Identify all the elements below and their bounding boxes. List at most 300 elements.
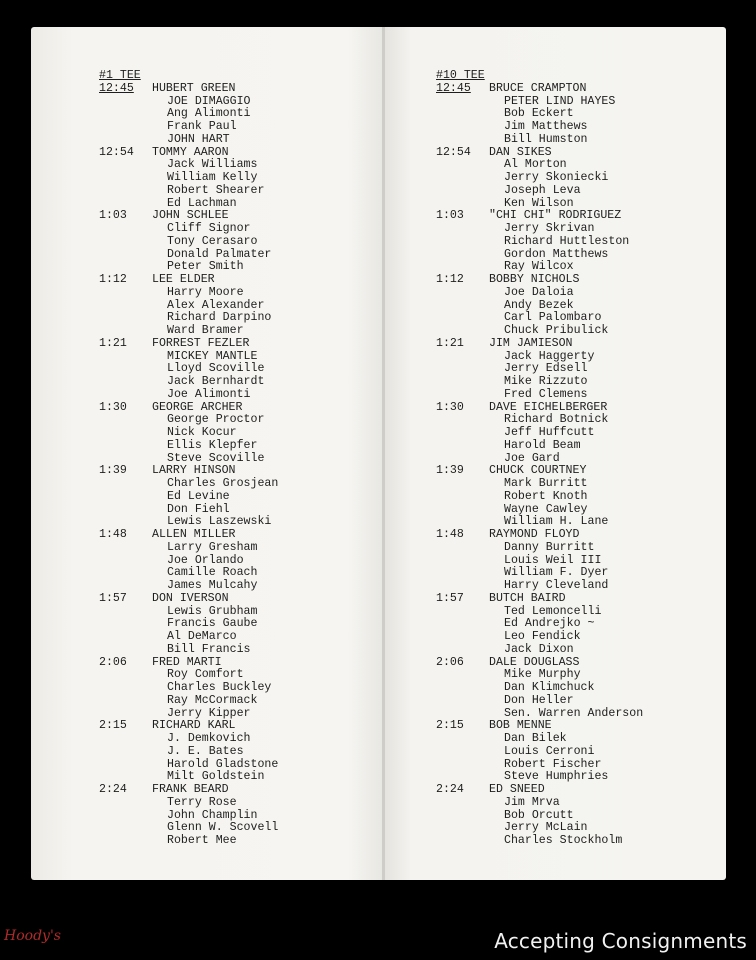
tee-time [436, 172, 489, 185]
player-name: Richard Botnick [504, 413, 609, 427]
pairing-row [436, 580, 643, 593]
tee-time [99, 835, 152, 848]
tee-time-group [436, 465, 643, 529]
tee-time [99, 172, 152, 185]
tee-time [99, 312, 152, 325]
tee-time-group [436, 784, 643, 848]
tee-time [436, 414, 489, 427]
player-name: PETER LIND HAYES [504, 94, 616, 108]
tee-time [436, 631, 489, 644]
pairing-row-lead [436, 274, 643, 287]
tee-time [99, 376, 152, 389]
player-name: Jeff Huffcutt [504, 426, 595, 439]
tee-time [99, 478, 152, 491]
player-name: Jack Williams [167, 158, 258, 172]
player-name: Jack Bernhardt [167, 375, 265, 388]
player-name: Mike Murphy [504, 668, 581, 682]
tee-time [99, 733, 152, 746]
player-name: Roy Comfort [167, 668, 244, 682]
tee-time [99, 236, 152, 249]
player-name: William Kelly [167, 171, 258, 184]
pairing-row [436, 440, 643, 453]
pairing-row [436, 427, 643, 440]
pairing-row-lead [99, 529, 278, 542]
player-name: Chuck Pribulick [504, 324, 609, 337]
player-name: Jim Matthews [504, 120, 588, 133]
pairing-row [99, 733, 278, 746]
pairing-row [99, 746, 278, 759]
player-name: Bill Humston [504, 132, 588, 146]
lead-player-name: FORREST FEZLER [152, 336, 250, 350]
pairing-row [99, 427, 278, 440]
tee-time [436, 440, 489, 453]
pairing-row [99, 185, 278, 198]
tee-time [99, 414, 152, 427]
pairing-row-lead [99, 83, 278, 96]
player-name: Louis Weil III [504, 553, 602, 567]
tee-time [99, 682, 152, 695]
tee-time [436, 121, 489, 134]
tee-time-group [436, 402, 643, 466]
player-name: Richard Darpino [167, 311, 272, 325]
lead-player-name: DON IVERSON [152, 591, 229, 605]
player-name: Milt Goldstein [167, 770, 265, 784]
player-name: Fred Clemens [504, 387, 588, 401]
tee-time: 2:15 [436, 719, 464, 733]
pairing-row [436, 835, 643, 848]
tee-time [99, 746, 152, 759]
lead-player-name: BRUCE CRAMPTON [489, 81, 587, 95]
tee-time: 12:45 [99, 81, 134, 95]
pairing-row [436, 376, 643, 389]
player-name: Dan Klimchuck [504, 681, 595, 694]
tee-time-group [436, 274, 643, 338]
pairing-row [99, 287, 278, 300]
tee-1-header: #1 TEE [99, 69, 141, 82]
tee-time [436, 236, 489, 249]
tee-time [436, 822, 489, 835]
player-name: Richard Huttleston [504, 234, 630, 248]
tee-time [436, 134, 489, 147]
player-name: Louis Cerroni [504, 744, 595, 758]
player-name: Ray Wilcox [504, 260, 574, 274]
tee-time [436, 606, 489, 619]
tee-time [436, 376, 489, 389]
player-name: Terry Rose [167, 795, 237, 809]
tee-1-column [99, 70, 278, 848]
player-name: Ward Bramer [167, 324, 244, 337]
lead-player-name: "CHI CHI" RODRIGUEZ [489, 209, 622, 223]
player-name: Al Morton [504, 158, 567, 172]
lead-player-name: ED SNEED [489, 783, 545, 796]
tee-time [436, 567, 489, 580]
pairing-row [436, 478, 643, 491]
tee-time [436, 300, 489, 313]
tee-time: 1:21 [436, 336, 464, 350]
player-name: Cliff Signor [167, 222, 251, 235]
tee-time [99, 555, 152, 568]
tee-time [99, 389, 152, 402]
tee-time [99, 300, 152, 313]
player-name: Peter Smith [167, 260, 244, 274]
player-name: Joe Orlando [167, 553, 244, 567]
pairing-row [99, 325, 278, 338]
tee-time [99, 631, 152, 644]
tee-time: 1:57 [99, 591, 127, 605]
tee-time: 2:06 [436, 655, 464, 669]
player-name: Charles Grosjean [167, 477, 279, 490]
tee-time [99, 810, 152, 823]
tee-time [436, 108, 489, 121]
player-name: Bob Orcutt [504, 808, 574, 822]
player-name: Jerry Skoniecki [504, 171, 609, 184]
tee-time [99, 363, 152, 376]
pairing-row [436, 644, 643, 657]
player-name: Carl Palombaro [504, 311, 602, 325]
player-name: Jack Haggerty [504, 349, 595, 363]
pairing-row [99, 491, 278, 504]
player-name: Joseph Leva [504, 183, 581, 197]
tee-time [436, 159, 489, 172]
pairing-row [99, 631, 278, 644]
tee-time [99, 223, 152, 236]
player-name: Harold Gladstone [167, 757, 279, 771]
lead-player-name: FRANK BEARD [152, 783, 229, 796]
tee-time [436, 389, 489, 402]
pairing-row-lead [436, 784, 643, 797]
tee-time [99, 504, 152, 517]
player-name: Mike Rizzuto [504, 375, 588, 388]
player-name: Bill Francis [167, 642, 251, 656]
pairing-row [99, 223, 278, 236]
tee-time: 12:54 [436, 145, 471, 159]
tee-time [436, 351, 489, 364]
tee-time: 12:54 [99, 145, 134, 159]
tee-10-column [436, 70, 643, 848]
tee-time-group [436, 657, 643, 721]
tee-time: 2:06 [99, 655, 127, 669]
lead-player-name: DAVE EICHELBERGER [489, 400, 608, 414]
tee-time-group [99, 593, 278, 657]
pairing-row [436, 325, 643, 338]
player-name: J. Demkovich [167, 732, 251, 745]
player-name: Gordon Matthews [504, 247, 609, 261]
player-name: George Proctor [167, 413, 265, 427]
player-name: Harold Beam [504, 438, 581, 452]
pairing-row [436, 389, 643, 402]
tee-time [99, 491, 152, 504]
pairing-row-lead [99, 784, 278, 797]
tee-time [436, 644, 489, 657]
player-name: Lloyd Scoville [167, 362, 265, 376]
tee-time [99, 351, 152, 364]
tee-time [99, 134, 152, 147]
lead-player-name: CHUCK COURTNEY [489, 464, 587, 478]
pairing-row [99, 835, 278, 848]
player-name: Al DeMarco [167, 630, 237, 643]
pairing-row [436, 631, 643, 644]
tee-time [99, 287, 152, 300]
lead-player-name: RAYMOND FLOYD [489, 528, 580, 541]
pairing-row [436, 236, 643, 249]
tee-time: 1:03 [99, 209, 127, 223]
tee-time [99, 822, 152, 835]
tee-time [99, 185, 152, 198]
tee-time-group [99, 465, 278, 529]
tee-time [436, 618, 489, 631]
tee-time [436, 555, 489, 568]
tee-time-group [99, 720, 278, 784]
pairing-row [436, 542, 643, 555]
tee-time-group [99, 402, 278, 466]
pairing-row [99, 682, 278, 695]
player-name: Ted Lemoncelli [504, 604, 602, 618]
tee-time-group [436, 147, 643, 211]
tee-time: 1:48 [99, 528, 127, 541]
tee-time: 2:15 [99, 719, 127, 733]
lead-player-name: JIM JAMIESON [489, 336, 573, 350]
tee-time [436, 287, 489, 300]
tee-time [99, 695, 152, 708]
tee-time [436, 835, 489, 848]
player-name: Ang Alimonti [167, 107, 251, 121]
player-name: Harry Cleveland [504, 579, 609, 592]
tee-time: 2:24 [436, 783, 464, 796]
player-name: Bob Eckert [504, 107, 574, 121]
player-name: Robert Knoth [504, 489, 588, 503]
pairing-row [99, 478, 278, 491]
tee-time-group [436, 210, 643, 274]
lead-player-name: DAN SIKES [489, 145, 552, 159]
tee-time-group [99, 210, 278, 274]
player-name: Jerry Kipper [167, 706, 251, 720]
tee-time: 1:21 [99, 336, 127, 350]
tee-time [436, 427, 489, 440]
player-name: Joe Daloia [504, 285, 574, 299]
tee-time: 1:39 [99, 464, 127, 478]
tee-time [99, 159, 152, 172]
tee-time [436, 312, 489, 325]
pairing-row [99, 172, 278, 185]
tee-time-group [99, 83, 278, 147]
tee-time [436, 733, 489, 746]
tee-time [436, 580, 489, 593]
player-name: Leo Fendick [504, 630, 581, 643]
tee-time [99, 618, 152, 631]
lead-player-name: HUBERT GREEN [152, 81, 236, 95]
footer-tagline: Accepting Consignments [494, 929, 747, 953]
player-name: Ed Lachman [167, 196, 237, 210]
lead-player-name: DALE DOUGLASS [489, 655, 580, 669]
tee-time-group [99, 784, 278, 848]
tee-time [436, 695, 489, 708]
player-name: Joe Gard [504, 451, 560, 465]
player-name: Alex Alexander [167, 298, 265, 312]
page-fold [382, 27, 385, 880]
tee-time [436, 542, 489, 555]
player-name: Andy Bezek [504, 298, 574, 312]
pairing-row [99, 542, 278, 555]
pairing-row [436, 172, 643, 185]
player-name: Ed Levine [167, 489, 230, 503]
lead-player-name: RICHARD KARL [152, 719, 236, 733]
pairing-row [99, 134, 278, 147]
pairing-row [99, 376, 278, 389]
tee-time [99, 606, 152, 619]
player-name: Steve Scoville [167, 451, 265, 465]
lead-player-name: BUTCH BAIRD [489, 591, 566, 605]
player-name: JOE DIMAGGIO [167, 94, 251, 108]
tee-time [436, 96, 489, 109]
pairing-row-lead [436, 338, 643, 351]
pairing-row [436, 733, 643, 746]
player-name: Robert Mee [167, 834, 237, 847]
player-name: Lewis Laszewski [167, 515, 272, 529]
brand-logo: Hoody's [4, 928, 61, 944]
tee-time [99, 759, 152, 772]
tee-time [436, 363, 489, 376]
pairing-row-lead [436, 83, 643, 96]
player-name: Charles Stockholm [504, 834, 623, 847]
tee-time [99, 440, 152, 453]
tee-time: 1:03 [436, 209, 464, 223]
pairing-row [436, 797, 643, 810]
pairing-row [99, 121, 278, 134]
player-name: Mark Burritt [504, 477, 588, 490]
tee-time-group [99, 338, 278, 402]
player-name: Larry Gresham [167, 540, 258, 554]
player-name: Harry Moore [167, 285, 244, 299]
player-name: James Mulcahy [167, 579, 258, 592]
player-name: Robert Shearer [167, 183, 265, 197]
player-name: Ken Wilson [504, 196, 574, 210]
tee-time-group [99, 147, 278, 211]
tee-time [99, 96, 152, 109]
player-name: Danny Burritt [504, 540, 595, 554]
player-name: Dan Bilek [504, 732, 567, 745]
player-name: Lewis Grubham [167, 604, 258, 618]
player-name: William H. Lane [504, 515, 609, 529]
tee-time-group [99, 657, 278, 721]
player-name: JOHN HART [167, 132, 230, 146]
tee-time: 12:45 [436, 81, 471, 95]
player-name: Nick Kocur [167, 426, 237, 439]
tee-time-group [436, 338, 643, 402]
pairing-row [436, 223, 643, 236]
tee-time-group [99, 274, 278, 338]
pairing-row [436, 185, 643, 198]
player-name: Jerry Skrivan [504, 222, 595, 235]
pairing-row [99, 389, 278, 402]
lead-player-name: ALLEN MILLER [152, 528, 236, 541]
tee-time: 1:30 [99, 400, 127, 414]
player-name: MICKEY MANTLE [167, 349, 258, 363]
tee-time: 2:24 [99, 783, 127, 796]
pairing-row-lead [99, 338, 278, 351]
tee-time [436, 504, 489, 517]
tee-time [436, 491, 489, 504]
lead-player-name: TOMMY AARON [152, 145, 229, 159]
pairing-row [436, 134, 643, 147]
tee-time [436, 669, 489, 682]
player-name: J. E. Bates [167, 744, 244, 758]
player-name: John Champlin [167, 808, 258, 822]
tee-time-group [436, 529, 643, 593]
lead-player-name: BOB MENNE [489, 719, 552, 733]
tee-time [99, 567, 152, 580]
player-name: Sen. Warren Anderson [504, 706, 644, 720]
lead-player-name: LARRY HINSON [152, 464, 236, 478]
tee-time [436, 185, 489, 198]
lead-player-name: FRED MARTI [152, 655, 222, 669]
player-name: Camille Roach [167, 566, 258, 580]
tee-time-group [99, 529, 278, 593]
tee-10-header: #10 TEE [436, 69, 485, 82]
player-name: Tony Cerasaro [167, 234, 258, 248]
player-name: Frank Paul [167, 120, 237, 133]
player-name: Francis Gaube [167, 617, 258, 631]
pairing-row [436, 682, 643, 695]
player-name: Robert Fischer [504, 757, 602, 771]
tee-time [99, 108, 152, 121]
tee-time: 1:30 [436, 400, 464, 414]
pairing-row [436, 287, 643, 300]
tee-time [99, 644, 152, 657]
player-name: Donald Palmater [167, 247, 272, 261]
tee-time-group [436, 720, 643, 784]
player-name: Ray McCormack [167, 693, 258, 707]
pairing-row [99, 797, 278, 810]
tee-time [99, 249, 152, 262]
player-name: Jerry Edsell [504, 362, 588, 376]
pairing-row [436, 695, 643, 708]
player-name: Ellis Klepfer [167, 438, 258, 452]
pairing-row [99, 695, 278, 708]
pairing-row [99, 236, 278, 249]
tee-time [436, 746, 489, 759]
tee-time: 1:39 [436, 464, 464, 478]
pairing-row-lead [99, 593, 278, 606]
tee-time [436, 223, 489, 236]
tee-time [99, 669, 152, 682]
pairing-row-lead [436, 593, 643, 606]
tee-time [99, 542, 152, 555]
tee-time [99, 325, 152, 338]
pairing-row [436, 491, 643, 504]
tee-time [436, 797, 489, 810]
tee-time [99, 797, 152, 810]
player-name: Joe Alimonti [167, 387, 251, 401]
tee-time [436, 810, 489, 823]
tee-time: 1:12 [436, 273, 464, 286]
player-name: Glenn W. Scovell [167, 821, 279, 835]
lead-player-name: JOHN SCHLEE [152, 209, 229, 223]
player-name: Jim Mrva [504, 795, 560, 809]
lead-player-name: GEORGE ARCHER [152, 400, 243, 414]
pairing-row [99, 440, 278, 453]
lead-player-name: BOBBY NICHOLS [489, 273, 580, 286]
tee-time: 1:48 [436, 528, 464, 541]
player-name: Don Fiehl [167, 502, 230, 516]
tee-time-group [436, 83, 643, 147]
tee-time: 1:12 [99, 273, 127, 286]
lead-player-name: LEE ELDER [152, 273, 215, 286]
tee-time [99, 121, 152, 134]
player-name: Jerry McLain [504, 821, 588, 835]
tee-time [436, 325, 489, 338]
player-name: Jack Dixon [504, 642, 574, 656]
tee-time [99, 580, 152, 593]
